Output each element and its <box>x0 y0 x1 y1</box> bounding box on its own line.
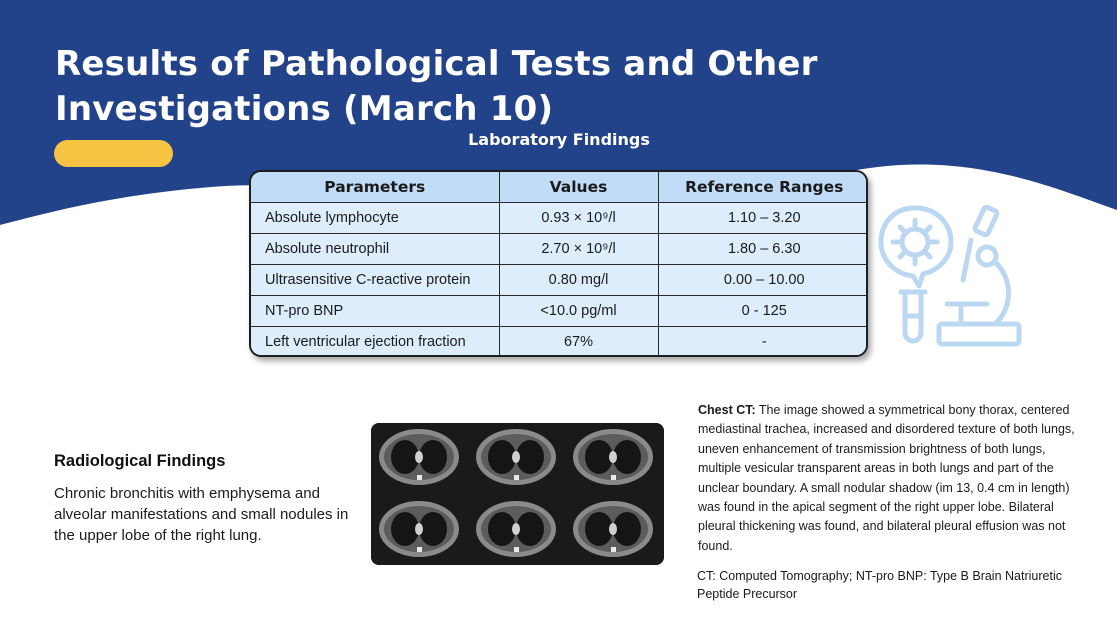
row-value: <10.0 pg/ml <box>499 295 658 326</box>
row-parameter: Left ventricular ejection fraction <box>251 326 499 357</box>
table-row <box>251 233 868 264</box>
row-value: 0.93 × 10⁹/l <box>499 202 658 233</box>
lab-findings-heading: Laboratory Findings <box>468 130 650 149</box>
microscope-virus-test-tube-icon <box>875 200 1025 352</box>
table-row <box>251 326 868 357</box>
chest-ct-description <box>698 401 1088 556</box>
accent-pill <box>54 140 173 167</box>
row-parameter: Ultrasensitive C-reactive protein <box>251 264 499 295</box>
table-row <box>251 264 868 295</box>
page-title: Results of Pathological Tests and Other Investigations (March 10) <box>55 44 818 129</box>
chest-ct-label: Chest CT: <box>698 403 756 417</box>
chest-ct-text: The image showed a symmetrical bony thorax, centered mediastinal trachea, increased and disordered texture of both lungs, uneven enhancement of transmission brightness of both lungs, multiple vesicular transparent areas in both lungs and part of the unclear boundary. A small nodular shadow (im 13, 0.4 cm in length) was found in the apical segment of the right upper lobe. Bilateral pleural thickening was found, and bilateral pleural effusion was not found. <box>698 403 1075 553</box>
row-reference-range: - <box>658 326 868 357</box>
row-parameter: NT-pro BNP <box>251 295 499 326</box>
chest-ct-scan-grid <box>371 423 664 565</box>
row-parameter: Absolute lymphocyte <box>251 202 499 233</box>
row-reference-range: 0.00 – 10.00 <box>658 264 868 295</box>
table-row <box>251 295 868 326</box>
table-row <box>251 202 868 233</box>
column-header-parameters: Parameters <box>251 172 499 202</box>
lab-results-table <box>249 170 868 357</box>
table-header-row <box>251 172 868 202</box>
radiological-findings-heading: Radiological Findings <box>54 452 226 470</box>
row-reference-range: 1.80 – 6.30 <box>658 233 868 264</box>
column-header-reference-ranges: Reference Ranges <box>658 172 868 202</box>
row-value: 2.70 × 10⁹/l <box>499 233 658 264</box>
row-value: 0.80 mg/l <box>499 264 658 295</box>
row-value: 67% <box>499 326 658 357</box>
row-reference-range: 0 - 125 <box>658 295 868 326</box>
column-header-values: Values <box>499 172 658 202</box>
row-reference-range: 1.10 – 3.20 <box>658 202 868 233</box>
radiological-findings-text: Chronic bronchitis with emphysema and alveolar manifestations and small nodules in the upper lobe of the right lung. <box>54 485 349 544</box>
abbreviations-footnote: CT: Computed Tomography; NT-pro BNP: Type B Brain Natriuretic Peptide Precursor <box>697 569 1062 601</box>
row-parameter: Absolute neutrophil <box>251 233 499 264</box>
